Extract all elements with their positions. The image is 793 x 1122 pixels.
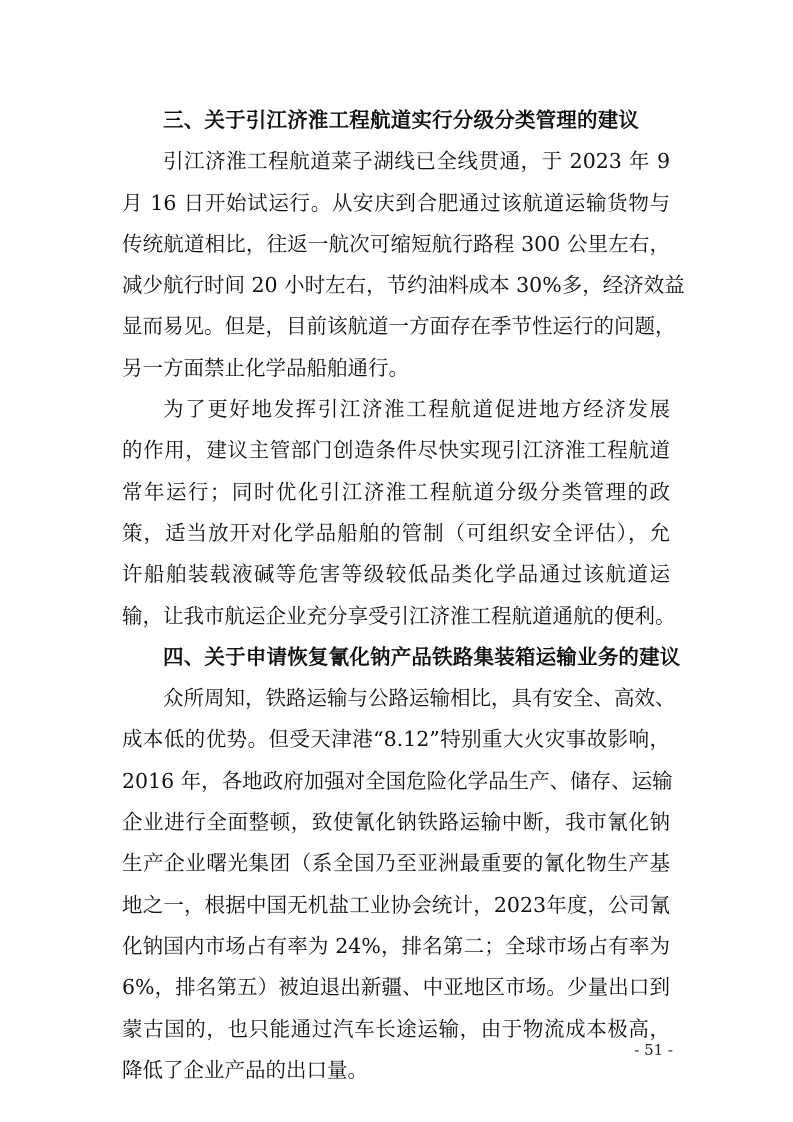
text-line: 月 16 日开始试运行。从安庆到合肥通过该航道运输货物与 bbox=[122, 190, 670, 215]
text-line: 引江济淮工程航道菜子湖线已全线贯通，于 2023 年 9 bbox=[163, 149, 670, 174]
text-line: 传统航道相比，往返一航次可缩短航行路程 300 公里左右， bbox=[122, 231, 670, 256]
text-line: 地之一，根据中国无机盐工业协会统计，2023年度，公司氰 bbox=[122, 892, 670, 917]
text-line: 为了更好地发挥引江济淮工程航道促进地方经济发展 bbox=[163, 397, 670, 422]
text-line: 另一方面禁止化学品船舶通行。 bbox=[122, 355, 409, 380]
section-heading-4: 四、关于申请恢复氰化钠产品铁路集装箱运输业务的建议 bbox=[163, 644, 681, 669]
text-line: 策，适当放开对化学品船舶的管制（可组织安全评估），允 bbox=[122, 520, 670, 545]
text-line: 减少航行时间 20 小时左右，节约油料成本 30%多，经济效益 bbox=[122, 273, 685, 298]
text-line: 众所周知，铁路运输与公路运输相比，具有安全、高效、 bbox=[163, 686, 676, 711]
text-line: 显而易见。但是，目前该航道一方面存在季节性运行的问题， bbox=[122, 314, 676, 339]
text-line: 输，让我市航运企业充分享受引江济淮工程航道通航的便利。 bbox=[122, 603, 676, 628]
text-line: 成本低的优势。但受天津港“8.12”特别重大火灾事故影响， bbox=[122, 727, 670, 752]
text-line: 常年运行；同时优化引江济淮工程航道分级分类管理的政 bbox=[122, 479, 670, 504]
document-body bbox=[122, 100, 685, 1091]
text-line: 化钠国内市场占有率为 24%，排名第二；全球市场占有率为 bbox=[122, 933, 670, 958]
text-line: 生产企业曙光集团（系全国乃至亚洲最重要的氰化物生产基 bbox=[122, 851, 670, 876]
text-line: 6%，排名第五）被迫退出新疆、中亚地区市场。少量出口到 bbox=[122, 975, 670, 1000]
paragraph bbox=[122, 141, 685, 389]
page-number: - 51 - bbox=[634, 1041, 673, 1059]
text-line: 降低了企业产品的出口量。 bbox=[122, 1057, 368, 1082]
paragraph bbox=[122, 389, 676, 637]
text-line: 许船舶装载液碱等危害等级较低品类化学品通过该航道运 bbox=[122, 562, 670, 587]
text-line: 企业进行全面整顿，致使氰化钠铁路运输中断，我市氰化钠 bbox=[122, 810, 670, 835]
text-line: 2016 年，各地政府加强对全国危险化学品生产、储存、运输 bbox=[122, 768, 673, 793]
section-heading-3: 三、关于引江济淮工程航道实行分级分类管理的建议 bbox=[163, 108, 640, 132]
text-line: 的作用，建议主管部门创造条件尽快实现引江济淮工程航道 bbox=[122, 438, 670, 463]
paragraph bbox=[122, 678, 676, 1091]
text-line: 蒙古国的，也只能通过汽车长途运输，由于物流成本极高， bbox=[122, 1016, 670, 1041]
